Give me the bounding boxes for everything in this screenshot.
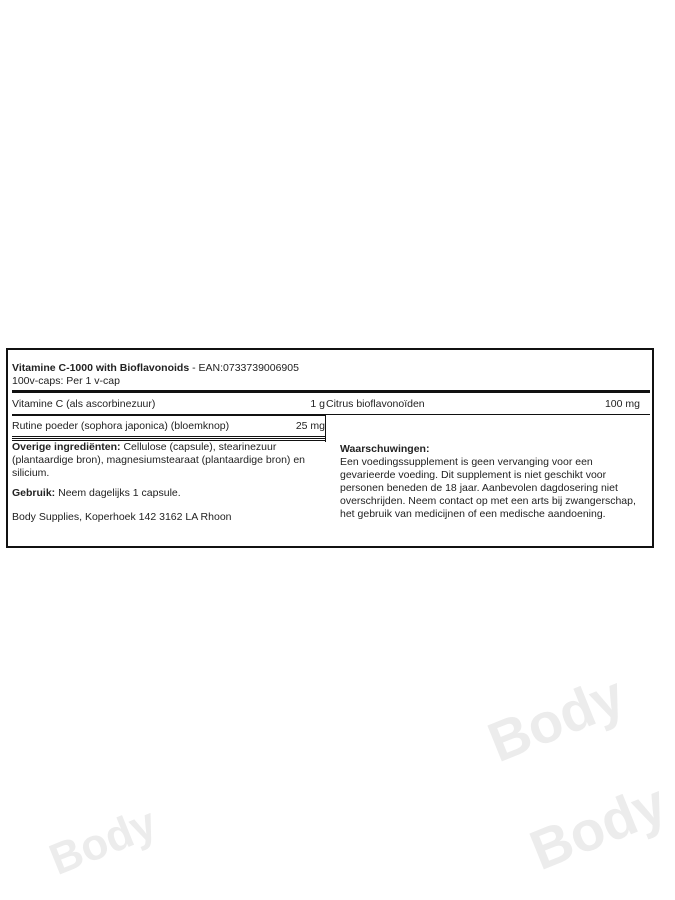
watermark-text: Body	[42, 798, 164, 885]
nutrient-row	[326, 398, 640, 412]
product-title	[12, 362, 299, 375]
nutrient-name: Citrus bioflavonoïden	[326, 398, 425, 410]
warnings-label: Waarschuwingen:	[340, 443, 430, 455]
nutrient-name: Rutine poeder (sophora japonica) (bloemknop)	[12, 420, 230, 432]
nutrient-amount: 100 mg	[604, 398, 640, 410]
usage-label: Gebruik:	[12, 487, 56, 499]
divider	[326, 414, 650, 415]
ingredients-text: Cellulose (capsule), stearinezuur (plantaardige bron), magnesiumstearaat (plantaardige bron) en silicium.	[12, 441, 306, 479]
usage-text: Neem dagelijks 1 capsule.	[55, 487, 181, 499]
warnings-text: Een voedingssupplement is geen vervanging voor een gevarieerde voeding. Dit supplement is niet geschikt voor personen beneden de 18 jaar. Aanbevolen dagdosering niet overschrijden. Neem contact op met een arts bij zwangerschap, het gebruik van medicijnen of een medische aandoening.	[340, 456, 636, 520]
supplement-label	[6, 348, 675, 885]
usage-section	[12, 487, 181, 500]
ingredients-label: Overige ingrediënten:	[12, 441, 121, 453]
nutrient-row	[12, 420, 325, 434]
ingredients-section	[12, 441, 324, 480]
watermark-text: Body	[479, 663, 633, 774]
nutrient-row	[12, 398, 325, 412]
divider	[12, 414, 325, 416]
company-address: Body Supplies, Koperhoek 142 3162 LA Rhoon	[12, 511, 232, 523]
divider	[325, 414, 326, 442]
nutrient-name: Vitamine C (als ascorbinezuur)	[12, 398, 156, 410]
watermark-text: Body	[521, 771, 675, 882]
divider	[12, 390, 650, 393]
nutrient-amount: 25 mg	[295, 420, 325, 432]
divider	[12, 436, 325, 437]
serving-info: 100v-caps: Per 1 v-cap	[12, 375, 120, 387]
nutrient-amount: 1 g	[310, 398, 325, 410]
warnings-section	[340, 443, 648, 521]
product-name: Vitamine C-1000 with Bioflavonoids	[12, 362, 190, 374]
ean-code: - EAN:0733739006905	[189, 362, 299, 374]
